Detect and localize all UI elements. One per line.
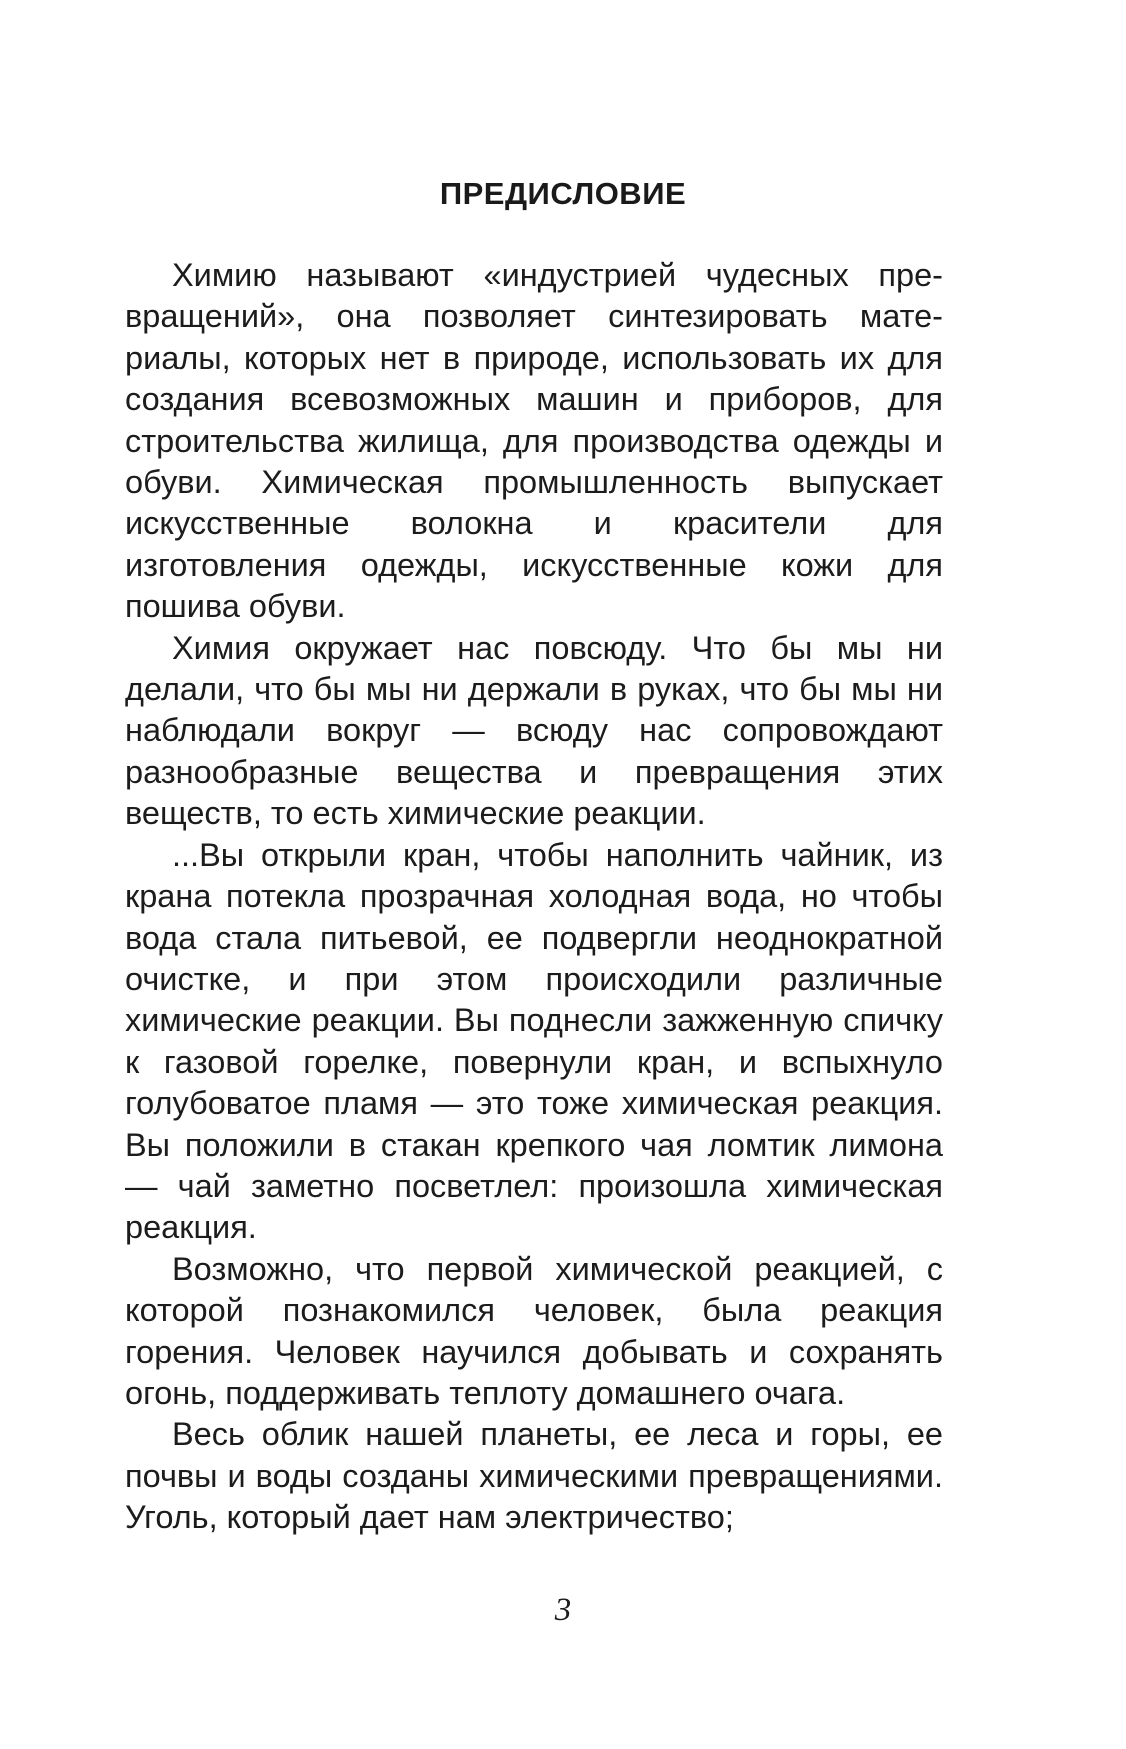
- page-number: 3: [554, 1592, 572, 1628]
- paragraph: ...Вы открыли кран, чтобы наполнить чайник, из крана потекла прозрачная холодная вода, но чтобы вода стала питьевой, ее подвергли неоднократной очистке, и при этом происходили различные химические реакции. Вы поднесли зажженную спичку к газовой горелке, повернули кран, и вспыхнуло голубоватое пламя — это тоже химическая реакция. Вы положили в стакан крепкого чая ломтик лимона — чай заметно посветлел: произошла химическая реакция.: [125, 836, 943, 1246]
- paragraph: Химия окружает нас повсюду. Что бы мы ни делали, что бы мы ни держали в руках, что бы мы ни наблюдали вокруг — всюду нас сопровождают разнообразные вещества и превращения этих веществ, то есть химические реакции.: [125, 629, 943, 832]
- paragraph: Весь облик нашей планеты, ее леса и горы, ее почвы и воды созданы химическими превращениями. Уголь, который дает нам электричество;: [125, 1416, 943, 1536]
- paragraph: Химию называют «индустрией чудесных превращений», она позволяет синтезировать материалы, которых нет в природе, использовать их для создания всевозможных машин и приборов, для строительства жилища, для производства одежды и обуви. Химическая промышленность выпускает искусственные волокна и красители для изготовления одежды, искусственные кожи для пошива обуви.: [125, 257, 943, 625]
- page-title: ПРЕДИСЛОВИЕ: [439, 176, 687, 211]
- body-text: [125, 255, 943, 1539]
- paragraph: Возможно, что первой химической реакцией, с которой познакомился человек, была реакция горения. Человек научился добывать и сохранять огонь, поддерживать теплоту домашнего очага.: [125, 1250, 943, 1411]
